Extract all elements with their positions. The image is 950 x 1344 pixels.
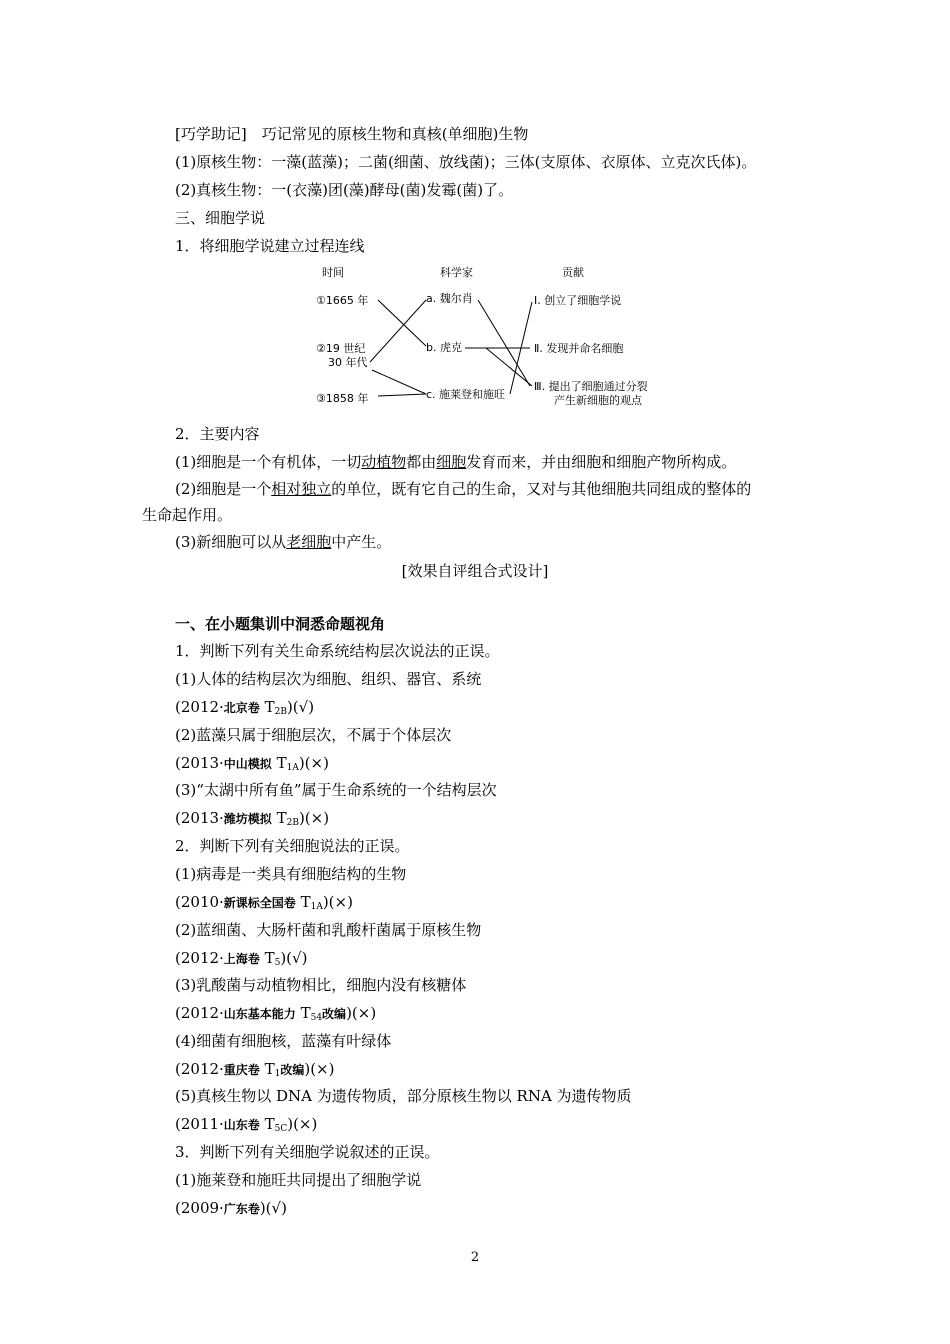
src-name: 潍坊模拟 [223,812,272,826]
diagram-contribution-1: Ⅰ. 创立了细胞学说 [534,294,622,307]
src-sub: 5 [274,958,281,968]
diagram-col-time: 时间 [322,266,344,279]
content-1-post: 发育而来，并由细胞和细胞产物所构成。 [466,453,737,471]
question-1-item-1: (1)人体的结构层次为细胞、组织、器官、系统 [175,670,482,688]
content-2-underline: 相对独立 [271,480,332,498]
question-2-item-4-source [175,1059,334,1080]
src-pre: (2013· [175,809,224,827]
mnemonic-eukaryotes: (2)真核生物：一(衣藻)团(藻)酵母(菌)发霉(菌)了。 [175,181,514,199]
question-1-item-2: (2)蓝藻只属于细胞层次，不属于个体层次 [175,726,452,744]
question-1-item-3: (3)“太湖中所有鱼”属于生命系统的一个结构层次 [175,781,497,799]
src-post: )(×) [298,754,329,772]
question-2-item-1-source [175,892,353,913]
item-connect-lines: 1．将细胞学说建立过程连线 [175,237,365,255]
src-mid: 改编 [280,1063,305,1077]
question-3-item-1: (1)施莱登和施旺共同提出了细胞学说 [175,1171,422,1189]
src-name: 山东卷 [223,1118,260,1132]
src-post: )(√) [280,949,308,967]
line-hooke-contribution3 [486,348,532,386]
src-name: 中山模拟 [223,757,272,771]
src-name: 北京卷 [223,701,260,715]
question-2-item-4: (4)细菌有细胞核，蓝藻有叶绿体 [175,1032,392,1050]
diagram-scientist-hooke: b. 虎克 [426,341,462,354]
src-t: T [271,754,287,772]
page-number: 2 [470,1250,480,1265]
diagram-contribution-3b: 产生新细胞的观点 [554,394,642,407]
src-pre: (2012· [175,1004,224,1022]
question-3-item-1-source [175,1198,287,1219]
content-point-1 [175,452,736,472]
src-t: T [295,893,311,911]
src-name: 新课标全国卷 [223,896,296,910]
content-2-pre: (2)细胞是一个 [175,480,272,498]
src-post: )(√) [286,698,315,716]
question-3: 3．判断下列有关细胞学说叙述的正误。 [175,1143,440,1161]
src-pre: (2012· [175,698,224,716]
question-2-item-3: (3)乳酸菌与动植物相比，细胞内没有核糖体 [175,976,467,994]
mnemonic-prokaryotes: (1)原核生物：一藻(蓝藻)；二菌(细菌、放线菌)；三体(支原体、衣原体、立克次氏体)。 [175,153,757,171]
src-post: )(×) [322,893,353,911]
src-t: T [259,698,275,716]
diagram-contribution-3a: Ⅲ. 提出了细胞通过分裂 [534,380,648,393]
question-1: 1．判断下列有关生命系统结构层次说法的正误。 [175,642,500,660]
line-1858-virchow-stub [378,394,426,396]
src-t: T [259,1115,275,1133]
content-1-pre: (1)细胞是一个有机体，一切 [175,453,362,471]
mnemonic-title: [巧学助记] 巧记常见的原核生物和真核(单细胞)生物 [175,125,529,143]
src-name: 山东基本能力 [223,1007,296,1021]
diagram-col-contribution: 贡献 [562,266,584,279]
src-post: )(×) [298,809,330,827]
src-pre: (2013· [175,754,224,772]
content-3-underline: 老细胞 [286,533,332,551]
question-1-item-2-source [175,753,329,774]
line-19c-schleiden [372,370,426,394]
content-point-2-continued: 生命起作用。 [142,506,233,524]
src-name: 广东卷 [223,1202,260,1216]
diagram-scientist-schleiden-schwann: c. 施莱登和施旺 [426,388,506,401]
src-pre: (2009· [175,1199,224,1217]
diagram-time-1858: ③1858 年 [316,392,369,405]
line-19c-virchow [370,300,426,362]
question-2-item-2-source [175,948,307,969]
question-2-item-5: (5)真核生物以 DNA 为遗传物质，部分原核生物以 RNA 为遗传物质 [175,1087,632,1105]
src-t: T [259,949,275,967]
src-sub: 1A [310,902,323,912]
diagram-scientist-virchow: a. 魏尔肖 [426,292,473,305]
src-sub: 5C [274,1124,288,1134]
content-point-3 [175,532,391,552]
src-post: )(√) [259,1199,287,1217]
question-1-item-3-source [175,808,329,829]
question-2-item-2: (2)蓝细菌、大肠杆菌和乳酸杆菌属于原核生物 [175,921,482,939]
line-1665-hooke [378,300,426,346]
content-point-2 [175,479,751,499]
src-t: T [259,1060,275,1078]
content-1-mid: 都由 [406,453,437,471]
question-2-item-5-source [175,1114,317,1135]
src-mid: 改编 [322,1007,347,1021]
content-3-post: 中产生。 [331,533,392,551]
src-sub: 2B [286,818,299,828]
src-sub: 2B [274,707,287,717]
src-t: T [295,1004,311,1022]
src-sub: 1A [286,763,299,773]
src-pre: (2012· [175,1060,224,1078]
src-pre: (2012· [175,949,224,967]
diagram-contribution-2: Ⅱ. 发现并命名细胞 [534,342,624,355]
question-2-item-1: (1)病毒是一类具有细胞结构的生物 [175,865,407,883]
content-2-post: 的单位，既有它自己的生命，又对与其他细胞共同组成的整体的 [331,480,752,498]
src-name: 上海卷 [223,952,260,966]
section-cell-theory-heading: 三、细胞学说 [175,209,266,227]
question-2: 2．判断下列有关细胞说法的正误。 [175,837,410,855]
question-2-item-3-source [175,1003,376,1024]
cell-theory-matching-diagram [310,262,680,412]
content-1-underline-2: 细胞 [436,453,467,471]
src-name: 重庆卷 [223,1063,260,1077]
src-t: T [271,809,287,827]
src-pre: (2011· [175,1115,224,1133]
diagram-time-19c: ②19 世纪 [316,342,366,355]
item-main-content: 2．主要内容 [175,425,260,443]
src-sub: 1 [274,1069,281,1079]
diagram-time-1665: ①1665 年 [316,294,369,307]
content-3-pre: (3)新细胞可以从 [175,533,287,551]
diagram-time-19c-30s: 30 年代 [328,356,368,369]
question-1-item-1-source [175,697,314,718]
src-pre: (2010· [175,893,224,911]
src-post: )(×) [346,1004,377,1022]
diagram-col-scientist: 科学家 [440,266,473,279]
src-post: )(×) [304,1060,335,1078]
part1-heading: 一、在小题集训中洞悉命题视角 [175,615,386,633]
design-title: [效果自评组合式设计] [401,562,549,580]
src-post: )(×) [287,1115,318,1133]
src-sub: 54 [310,1013,323,1023]
content-1-underline-1: 动植物 [361,453,407,471]
